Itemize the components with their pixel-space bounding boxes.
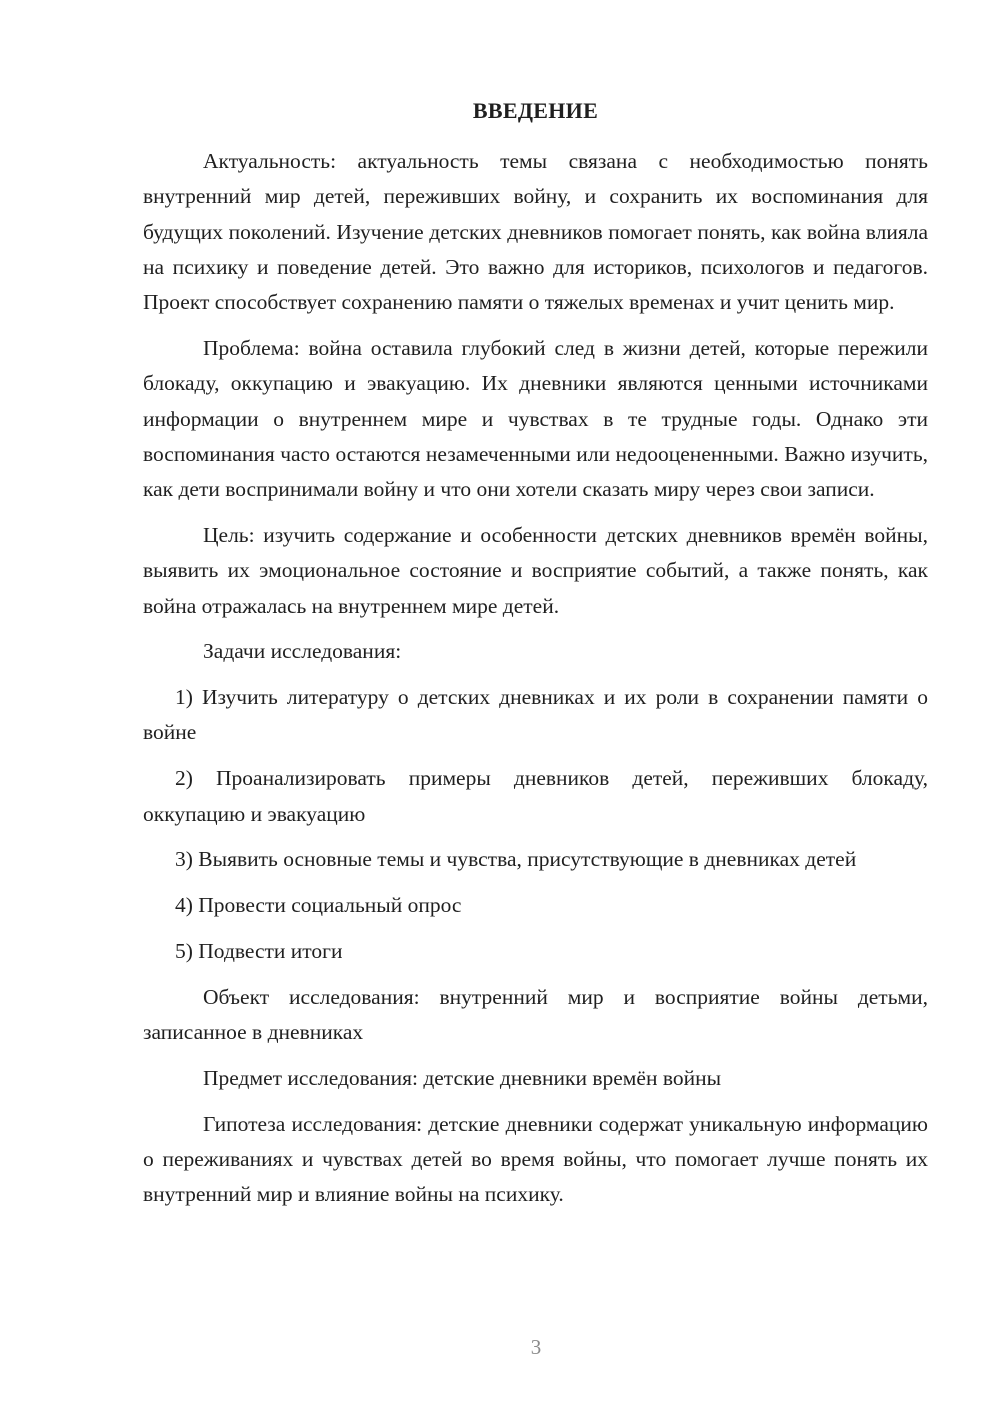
task-item-4: 4) Провести социальный опрос <box>175 893 462 918</box>
tasks-heading: Задачи исследования: <box>203 639 402 664</box>
relevance-paragraph: Актуальность: актуальность темы связана с необходимостью понять внутренний мир детей, переживших войну, и сохранить их воспоминания для будущих поколений. Изучение детских дневников помогает понять, как война влияла на психику и поведение детей. Это важно для историков, психологов и педагогов. Проект способствует сохранению памяти о тяжелых временах и учит ценить мир. <box>143 149 928 315</box>
task-item-2: 2) Проанализировать примеры дневников детей, переживших блокаду, оккупацию и эвакуацию <box>143 766 928 826</box>
goal-paragraph: Цель: изучить содержание и особенности детских дневников времён войны, выявить их эмоциональное состояние и восприятие событий, а также понять, как война отражалась на внутреннем мире детей. <box>143 522 928 618</box>
research-object-paragraph: Объект исследования: внутренний мир и восприятие войны детьми, записанное в дневниках <box>143 984 928 1045</box>
research-subject-paragraph: Предмет исследования: детские дневники времён войны <box>203 1065 722 1090</box>
task-item-1: 1) Изучить литературу о детских дневниках и их роли в сохранении памяти о войне <box>143 685 928 745</box>
task-item-3: 3) Выявить основные темы и чувства, присутствующие в дневниках детей <box>175 847 857 872</box>
problem-paragraph: Проблема: война оставила глубокий след в жизни детей, которые пережили блокаду, оккупацию и эвакуацию. Их дневники являются ценными источниками информации о внутреннем мире и чувствах в те трудные годы. Однако эти воспоминания часто остаются незамеченными или недооцененными. Важно изучить, как дети воспринимали войну и что они хотели сказать миру через свои записи. <box>143 335 928 502</box>
hypothesis-paragraph: Гипотеза исследования: детские дневники содержат уникальную информацию о переживаниях и чувствах детей во время войны, что помогает лучше понять их внутренний мир и влияние войны на психику. <box>143 1111 928 1207</box>
task-item-5: 5) Подвести итоги <box>175 938 343 963</box>
document-page <box>143 96 928 1223</box>
section-title: ВВЕДЕНИЕ <box>472 98 599 123</box>
page-number: 3 <box>530 1335 542 1359</box>
